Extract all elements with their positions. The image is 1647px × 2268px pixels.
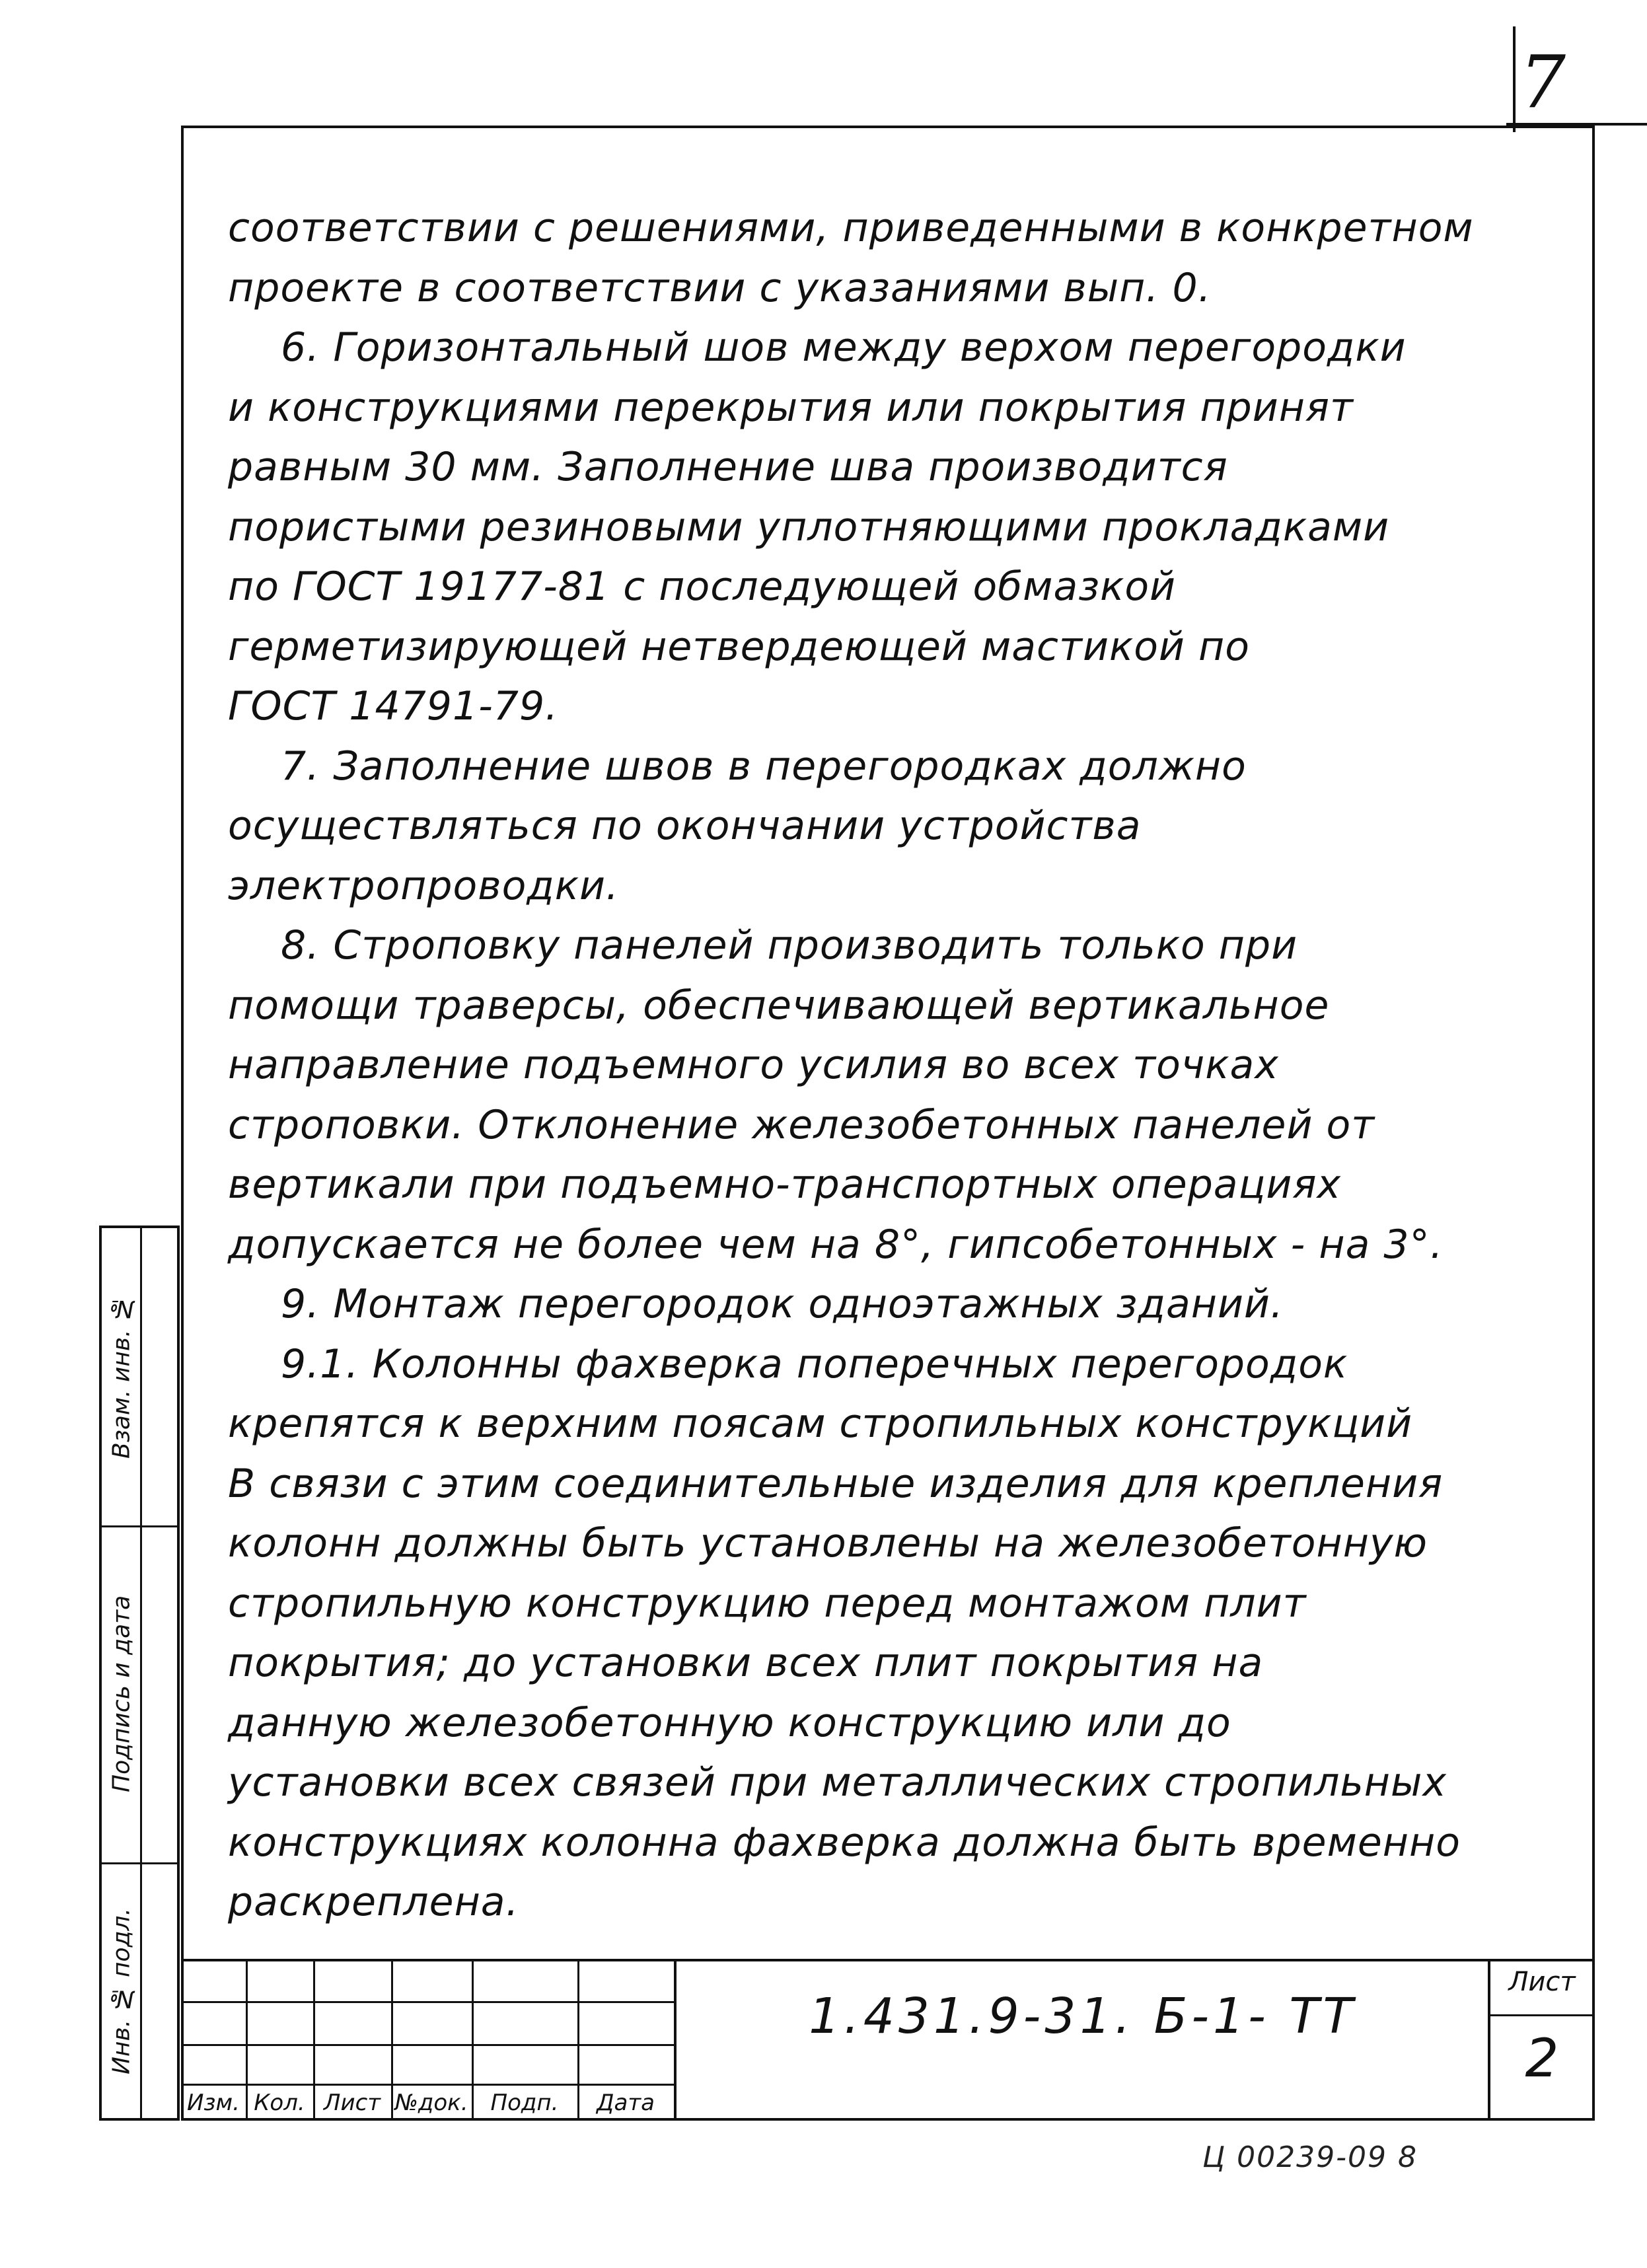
body-line: герметизирующей нетвердеющей мастикой по bbox=[228, 623, 1250, 670]
body-line: ГОСТ 14791-79. bbox=[228, 683, 559, 729]
col-label-data: Дата bbox=[596, 2090, 655, 2116]
sheet-number: 2 bbox=[1525, 2028, 1559, 2089]
col-label-ndok: №док. bbox=[394, 2090, 468, 2116]
document-code: 1.431.9-31. Б-1- ТТ bbox=[809, 1988, 1357, 2045]
strip-row-divider bbox=[102, 1862, 177, 1864]
page-number: 7 bbox=[1519, 40, 1566, 124]
body-line: данную железобетонную конструкцию или до bbox=[228, 1699, 1231, 1746]
body-line: 9.1. Колонны фахверка поперечных перегородок bbox=[281, 1340, 1348, 1387]
strip-row-divider bbox=[102, 1525, 177, 1527]
body-line: покрытия; до установки всех плит покрытия на bbox=[228, 1640, 1264, 1686]
body-line: допускается не более чем на 8°, гипсобетонных - на 3°. bbox=[228, 1221, 1444, 1268]
col-label-kol: Кол. bbox=[254, 2090, 305, 2116]
col-label-list: Лист bbox=[323, 2090, 381, 2116]
signature-date-label: Подпись и дата bbox=[108, 1595, 135, 1793]
body-line: раскреплена. bbox=[228, 1879, 519, 1925]
replaced-inv-label: Взам. инв. № bbox=[108, 1295, 135, 1459]
title-block bbox=[181, 1959, 1595, 2121]
body-line: установки всех связей при металлических стропильных bbox=[228, 1759, 1447, 1806]
body-line: пористыми резиновыми уплотняющими прокладками bbox=[228, 503, 1390, 550]
strip-column-divider bbox=[140, 1228, 142, 2118]
document-body bbox=[228, 198, 1562, 1932]
body-line: проекте в соответствии с указаниями вып. 0. bbox=[228, 264, 1212, 311]
body-line: и конструкциями перекрытия или покрытия принят bbox=[228, 384, 1354, 431]
body-line: 9. Монтаж перегородок одноэтажных зданий. bbox=[281, 1281, 1284, 1327]
body-line: 8. Строповку панелей производить только при bbox=[281, 922, 1298, 969]
body-line: осуществляться по окончании устройства bbox=[228, 803, 1142, 849]
corner-divider-vertical bbox=[1513, 26, 1516, 132]
body-line: по ГОСТ 19177-81 с последующей обмазкой bbox=[228, 564, 1177, 610]
body-line: В связи с этим соединительные изделия для крепления bbox=[228, 1460, 1444, 1507]
body-line: строповки. Отклонение железобетонных панелей от bbox=[228, 1101, 1375, 1148]
body-line: равным 30 мм. Заполнение шва производится bbox=[228, 444, 1228, 490]
body-line: помощи траверсы, обеспечивающей вертикальное bbox=[228, 982, 1330, 1029]
title-block-divider bbox=[674, 1961, 677, 2121]
body-line: конструкциях колонна фахверка должна быть временно bbox=[228, 1819, 1461, 1866]
body-line: крепятся к верхним поясам стропильных конструкций bbox=[228, 1401, 1413, 1447]
archive-code: Ц 00239-09 8 bbox=[1202, 2140, 1418, 2174]
body-line: 7. Заполнение швов в перегородках должно bbox=[281, 743, 1247, 789]
side-stamp-strip bbox=[99, 1225, 180, 2121]
inv-original-label: Инв. № подл. bbox=[108, 1908, 135, 2074]
sheet-cell-divider bbox=[1488, 1961, 1490, 2121]
sheet-cell-row-divider bbox=[1488, 2014, 1595, 2016]
body-line: колонн должны быть установлены на железобетонную bbox=[228, 1520, 1428, 1566]
body-line: вертикали при подъемно-транспортных операциях bbox=[228, 1161, 1342, 1208]
body-line: электропроводки. bbox=[228, 862, 620, 909]
sheet-label: Лист bbox=[1508, 1967, 1576, 1997]
body-line: направление подъемного усилия во всех точках bbox=[228, 1042, 1279, 1088]
body-line: стропильную конструкцию перед монтажом плит bbox=[228, 1580, 1307, 1627]
body-line: 6. Горизонтальный шов между верхом перегородки bbox=[281, 324, 1407, 371]
body-line: соответствии с решениями, приведенными в конкретном bbox=[228, 205, 1474, 251]
col-label-podp: Подп. bbox=[490, 2090, 559, 2116]
col-label-izm: Изм. bbox=[187, 2090, 240, 2116]
